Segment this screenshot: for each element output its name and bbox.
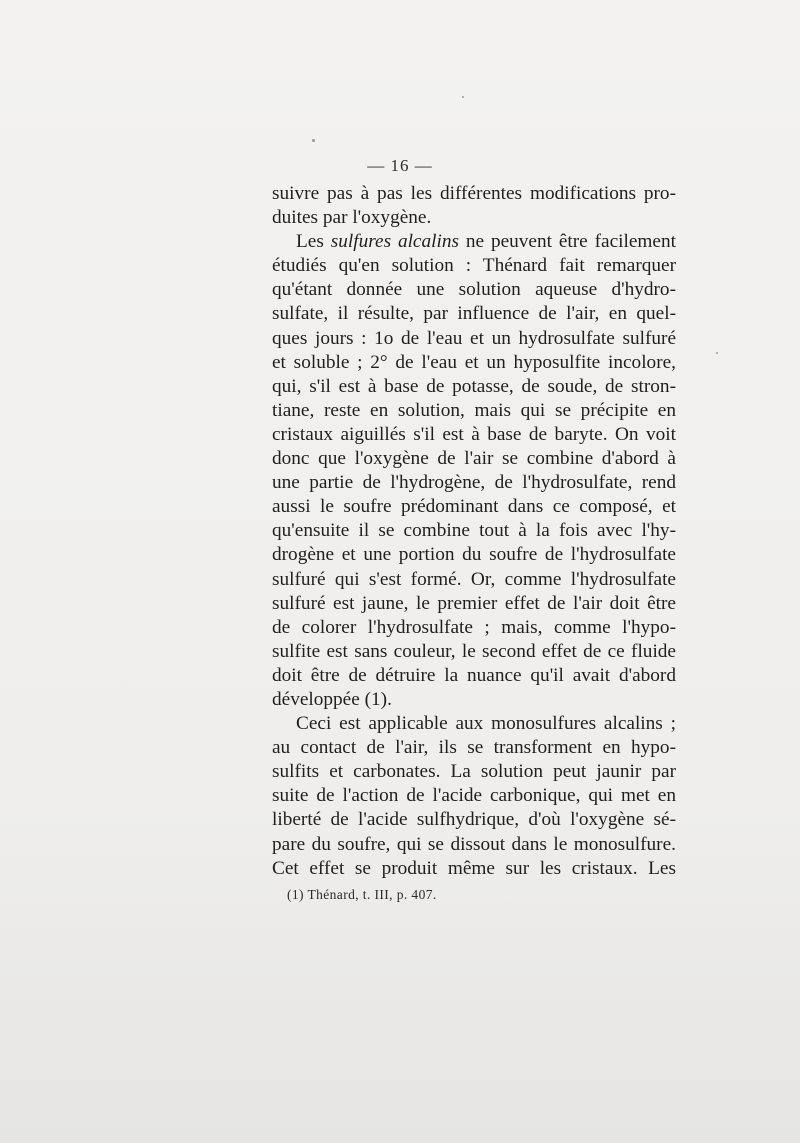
paper-speck	[462, 96, 464, 98]
body-text	[272, 182, 676, 881]
text-line: doit être de détruire la nuance qu'il avait d'abord	[272, 664, 676, 686]
text-line: au contact de l'air, ils se transforment en hypo-	[272, 737, 676, 759]
emphasized-term: sulfures alcalins	[330, 231, 459, 253]
text-line: Cet effet se produit même sur les cristaux. Les	[272, 857, 676, 879]
text-segment: ne peuvent être facilement	[459, 231, 676, 253]
text-line: suite de l'action de l'acide carbonique, qui met en	[272, 785, 676, 807]
text-line: duites par l'oxygène.	[272, 207, 432, 229]
text-line: pare du soufre, qui se dissout dans le monosulfure.	[272, 833, 676, 855]
text-line: sulfits et carbonates. La solution peut jaunir par	[272, 761, 676, 783]
text-line: développée (1).	[272, 688, 392, 710]
text-line: qu'étant donnée une solution aqueuse d'hydro-	[272, 279, 676, 301]
footnote: (1) Thénard, t. III, p. 407.	[287, 887, 437, 902]
text-line: sulfate, il résulte, par influence de l'air, en quel-	[272, 303, 676, 325]
text-line	[272, 230, 676, 254]
text-line: cristaux aiguillés s'il est à base de baryte. On voit	[272, 423, 676, 445]
text-line: Ceci est applicable aux monosulfures alcalins ;	[296, 713, 676, 735]
text-line: suivre pas à pas les différentes modifications pro-	[272, 183, 676, 204]
text-line: qu'ensuite il se combine tout à la fois avec l'hy-	[272, 520, 676, 542]
page-number: — 16 —	[367, 156, 433, 175]
text-line: étudiés qu'en solution : Thénard fait remarquer	[272, 255, 676, 277]
text-line: aussi le soufre prédominant dans ce composé, et	[272, 496, 676, 518]
text-line: sulfuré est jaune, le premier effet de l'air doit être	[272, 592, 676, 614]
paper-speck	[716, 352, 718, 354]
text-line: tiane, reste en solution, mais qui se précipite en	[272, 399, 676, 421]
text-line: donc que l'oxygène de l'air se combine d'abord à	[272, 448, 676, 470]
text-line: liberté de l'acide sulfhydrique, d'où l'oxygène sé-	[272, 809, 676, 831]
text-line: et soluble ; 2° de l'eau et un hyposulfite incolore,	[272, 351, 676, 373]
text-line: qui, s'il est à base de potasse, de soude, de stron-	[272, 375, 676, 397]
text-segment: Les	[296, 231, 331, 253]
text-line: ques jours : 1o de l'eau et un hydrosulfate sulfuré	[272, 327, 676, 349]
text-line: une partie de l'hydrogène, de l'hydrosulfate, rend	[272, 472, 676, 494]
text-line: sulfuré qui s'est formé. Or, comme l'hydrosulfate	[272, 568, 676, 590]
text-line: sulfite est sans couleur, le second effet de ce fluide	[272, 640, 676, 662]
paper-speck	[312, 139, 315, 142]
text-line: de colorer l'hydrosulfate ; mais, comme l'hypo-	[272, 616, 676, 638]
text-line: drogène et une portion du soufre de l'hydrosulfate	[272, 544, 676, 566]
